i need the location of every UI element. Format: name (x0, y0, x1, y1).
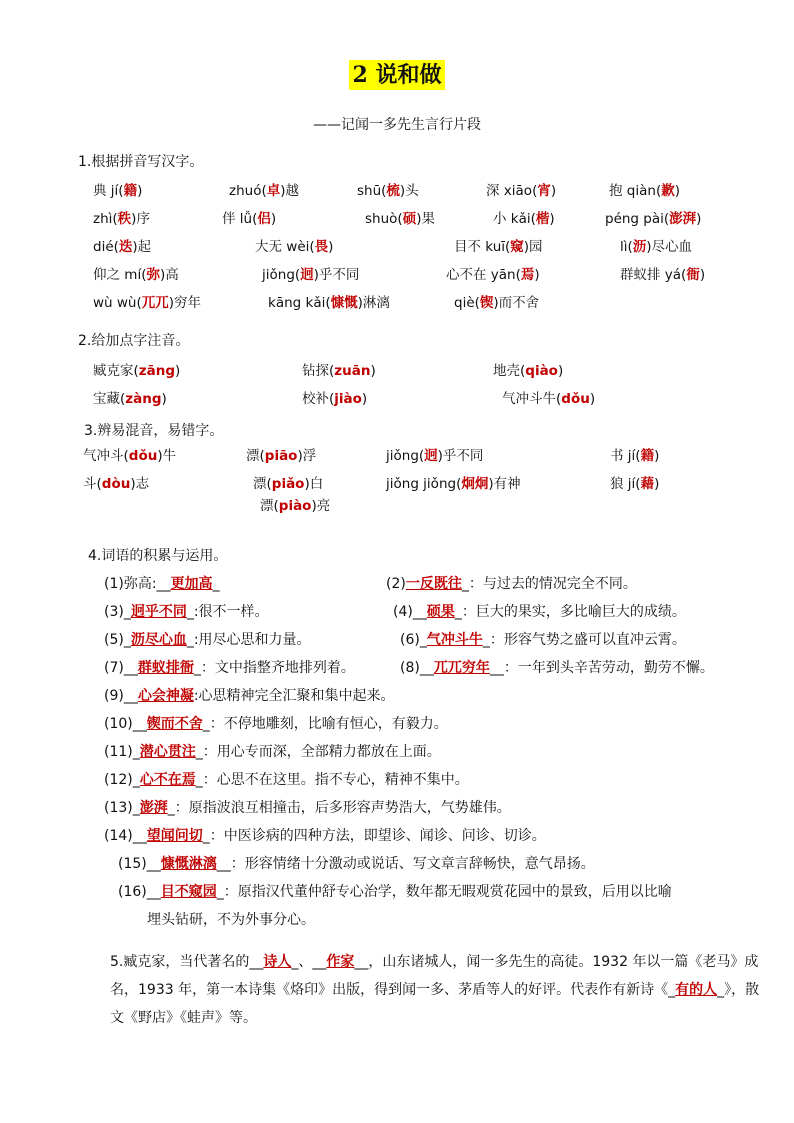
s4-item: (4)__硕果_：巨大的果实，多比喻巨大的成绩。 (393, 604, 686, 620)
s1-item: 目不 kuī(窥)园 (454, 239, 543, 255)
s4-item: (6)_气冲斗牛_：形容气势之盛可以直冲云霄。 (400, 632, 686, 648)
s4-item: (1)弥高:__更加高_ (104, 576, 220, 592)
s1-item: wù wù(兀兀)穷年 (93, 295, 202, 311)
s1-item: jiǒng(迥)乎不同 (262, 267, 360, 283)
s1-item: 大无 wèi(畏) (255, 239, 334, 255)
s3-item: jiǒng(迥)乎不同 (386, 448, 484, 464)
s4-item: (2)一反既往_：与过去的情况完全不同。 (386, 576, 637, 592)
page-subtitle: ——记闻一多先生言行片段 (313, 117, 481, 133)
section-3-heading: 3.辨易混音，易错字。 (84, 423, 224, 439)
s4-item-continuation: 埋头钻研，不为外事分心。 (147, 912, 315, 928)
s4-item: (11)_潜心贯注_：用心专而深，全部精力都放在上面。 (104, 744, 441, 760)
s1-item: shuò(硕)果 (365, 211, 435, 227)
s1-item: zhì(秩)序 (93, 211, 150, 227)
s2-item: 校补(jiào) (302, 391, 368, 407)
s1-item: qiè(锲)而不舍 (454, 295, 540, 311)
section-1-heading: 1.根据拼音写汉字。 (78, 154, 204, 170)
section-4-heading: 4.词语的积累与运用。 (88, 548, 228, 564)
s2-item: 气冲斗牛(dǒu) (502, 391, 596, 407)
s3-item: 漂(piāo)浮 (246, 448, 317, 464)
s4-item: (13)_澎湃_：原指波浪互相撞击，后多形容声势浩大，气势雄伟。 (104, 800, 511, 816)
s4-item: (7)__群蚁排衙_：文中指整齐地排列着。 (104, 660, 355, 676)
s1-item: 伴 lǚ(侣) (222, 211, 277, 227)
s2-item: 宝藏(zàng) (93, 391, 167, 407)
s4-item: (5)_沥尽心血_:用尽心思和力量。 (104, 632, 311, 648)
s3-item: 漂(piào)亮 (260, 498, 331, 514)
s1-item: 典 jí(籍) (93, 183, 143, 199)
s3-item: 气冲斗(dǒu)牛 (83, 448, 177, 464)
s3-item: 书 jí(籍) (610, 448, 660, 464)
s2-item: 地壳(qiào) (493, 363, 564, 379)
s4-item: (15)__慷慨淋漓__：形容情绪十分激动或说话、写文章言辞畅快，意气昂扬。 (118, 856, 595, 872)
s1-item: 小 kǎi(楷) (493, 211, 555, 227)
s1-item: 群蚁排 yá(衙) (620, 267, 706, 283)
s1-item: zhuó(卓)越 (229, 183, 300, 199)
s1-item: 仰之 mí(弥)高 (93, 267, 179, 283)
s2-item: 臧克家(zāng) (93, 363, 181, 379)
section-2-heading: 2.给加点字注音。 (78, 333, 190, 349)
s3-item: 狼 jí(藉) (610, 476, 660, 492)
s3-item: 斗(dòu)志 (83, 476, 150, 492)
s4-item: (3)_迥乎不同_:很不一样。 (104, 604, 269, 620)
s1-item: 心不在 yān(焉) (446, 267, 540, 283)
s4-item: (16)__目不窥园_：原指汉代董仲舒专心治学，数年都无暇观赏花园中的景致，后用以比喻 (118, 884, 672, 900)
s4-item: (12)_心不在焉_：心思不在这里。指不专心，精神不集中。 (104, 772, 469, 788)
section-5-paragraph: 5.臧克家，当代著名的__诗人_、__作家__，山东诸城人，闻一多先生的高徒。1932 年以一篇《老马》成名，1933 年，第一本诗集《烙印》出版，得到闻一多、茅盾等人的好评。代表作有新诗《_有的人_》，散文《野店》《蛙声》等。 (110, 954, 760, 1026)
s4-item: (14)__望闻问切_：中医诊病的四种方法，即望诊、闻诊、问诊、切诊。 (104, 828, 546, 844)
s1-item: péng pài(澎湃) (605, 211, 702, 227)
s1-item: kāng kǎi(慷慨)淋漓 (268, 295, 390, 311)
s3-item: 漂(piǎo)白 (253, 476, 324, 492)
s1-item: 深 xiāo(宵) (486, 183, 557, 199)
s1-item: 抱 qiàn(歉) (609, 183, 680, 199)
s4-item: (10)__锲而不舍_：不停地雕刻，比喻有恒心，有毅力。 (104, 716, 448, 732)
s2-item: 钻探(zuān) (302, 363, 376, 379)
s1-item: shū(梳)头 (357, 183, 419, 199)
s3-item: jiǒng jiǒng(炯炯)有神 (386, 476, 521, 492)
s1-item: dié(迭)起 (93, 239, 152, 255)
s4-item: (9)__心会神凝:心思精神完全汇聚和集中起来。 (104, 688, 395, 704)
s4-item: (8)__兀兀穷年__：一年到头辛苦劳动，勤劳不懈。 (400, 660, 714, 676)
s1-item: lì(沥)尽心血 (620, 239, 693, 255)
page-title: 2 说和做 (0, 58, 794, 89)
